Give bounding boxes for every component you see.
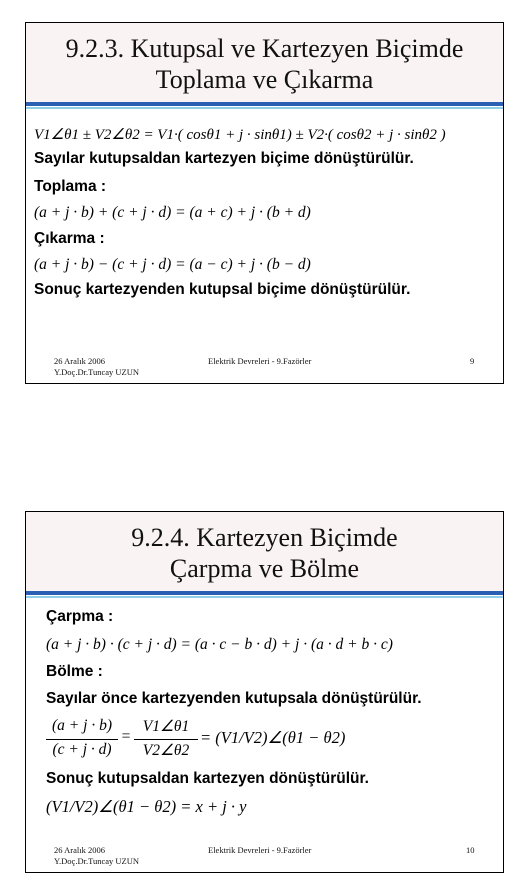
title-rule-blue xyxy=(26,102,503,106)
page-number: 10 xyxy=(466,845,475,855)
division-result: = (V1/V2)∠(θ1 − θ2) xyxy=(200,728,346,747)
subtraction-formula: (a + j · b) − (c + j · d) = (a − c) + j · (b − d) xyxy=(34,256,311,273)
slide-10 xyxy=(25,511,504,873)
polar-numerator: V1∠θ1 xyxy=(142,718,190,735)
division-denominator: (c + j · d) xyxy=(52,741,112,758)
footer-date: 26 Aralık 2006 xyxy=(54,845,105,855)
title-rule-cyan xyxy=(26,107,503,109)
slide-title-line2: Çarpma ve Bölme xyxy=(169,554,360,583)
footer-date: 26 Aralık 2006 xyxy=(54,356,105,366)
slide-title-line2: Toplama ve Çıkarma xyxy=(155,65,374,94)
footer-author: Y.Doç.Dr.Tuncay UZUN xyxy=(54,367,139,377)
title-rule-cyan xyxy=(26,596,503,598)
multiplication-label: Çarpma : xyxy=(46,608,114,625)
slide-title-line1: 9.2.4. Kartezyen Biçimde xyxy=(131,523,398,552)
footer-author: Y.Doç.Dr.Tuncay UZUN xyxy=(54,856,139,866)
equals-sign: = xyxy=(121,728,131,745)
step-to-polar: Sonuç kartezyenden kutupsal biçime dönüştürülür. xyxy=(34,281,411,298)
fraction-bar xyxy=(134,739,198,740)
result-formula: (V1/V2)∠(θ1 − θ2) = x + j · y xyxy=(46,797,247,816)
division-label: Bölme : xyxy=(46,663,103,680)
title-rule-blue xyxy=(26,591,503,595)
multiplication-formula: (a + j · b) · (c + j · d) = (a · c − b · d) + j · (a · d + b · c) xyxy=(46,636,393,653)
step-to-polar: Sayılar önce kartezyenden kutupsala dönüştürülür. xyxy=(46,690,422,707)
polar-sum-formula: V1∠θ1 ± V2∠θ2 = V1·( cosθ1 + j · sinθ1) ± V2·( cosθ2 + j · sinθ2 ) xyxy=(34,127,446,143)
polar-denominator: V2∠θ2 xyxy=(142,742,190,759)
slide-title-line1: 9.2.3. Kutupsal ve Kartezyen Biçimde xyxy=(65,34,464,63)
subtraction-label: Çıkarma : xyxy=(34,230,105,247)
step-to-cartesian: Sayılar kutupsaldan kartezyen biçime dönüştürülür. xyxy=(34,150,414,167)
addition-formula: (a + j · b) + (c + j · d) = (a + c) + j · (b + d) xyxy=(34,204,311,221)
step-to-cartesian: Sonuç kutupsaldan kartezyen dönüştürülür. xyxy=(46,770,369,787)
slide-9 xyxy=(25,22,504,384)
division-numerator: (a + j · b) xyxy=(52,717,112,734)
page-number: 9 xyxy=(470,356,475,366)
addition-label: Toplama : xyxy=(34,178,107,195)
fraction-bar xyxy=(46,739,118,740)
footer-course: Elektrik Devreleri - 9.Fazörler xyxy=(208,356,312,366)
footer-course: Elektrik Devreleri - 9.Fazörler xyxy=(208,845,312,855)
